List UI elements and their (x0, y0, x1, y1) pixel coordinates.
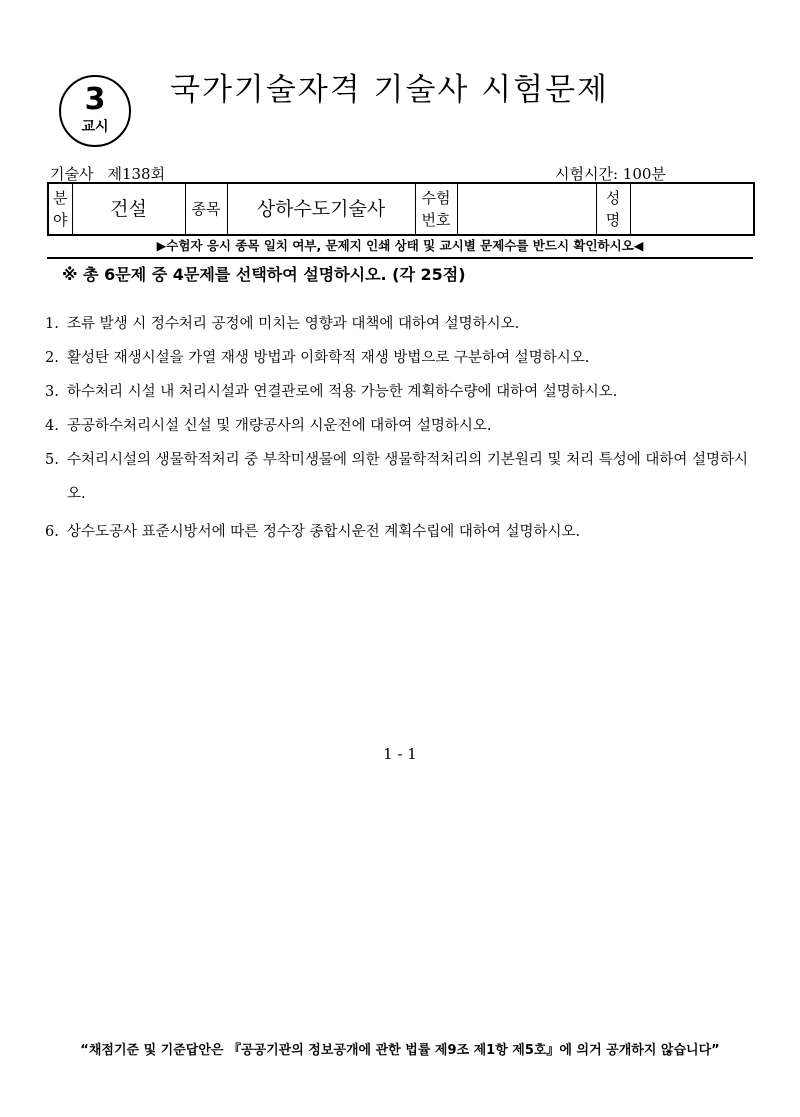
page-title: 국가기술자격 기술사 시험문제 (170, 72, 610, 108)
question-number: 5. (45, 452, 59, 468)
exam-category: 기술사 (50, 165, 94, 183)
name-field[interactable] (630, 183, 754, 235)
question-text: 수처리시설의 생물학적처리 중 부착미생물에 의한 생물학적처리의 기본원리 및 처리 특성에 대하여 설명하시오. (67, 452, 749, 502)
period-number: 3 (84, 82, 106, 117)
notice-bar: ▶수험자 응시 종목 일치 여부, 문제지 인쇄 상태 및 교시별 문제수를 반드시 확인하시오◀ (47, 237, 753, 259)
exam-no-label-bottom: 번호 (421, 211, 451, 229)
page-number: 1 - 1 (383, 745, 417, 763)
name-label-bottom: 명 (605, 211, 621, 229)
footer-disclaimer: “채점기준 및 기준답안은 『공공기관의 정보공개에 관한 법률 제9조 제1항 제5호』에 의거 공개하지 않습니다” (80, 1043, 720, 1058)
field-label-bottom: 야 (53, 211, 68, 229)
question-item (45, 515, 760, 549)
exam-no-field[interactable] (457, 183, 596, 235)
question-text: 하수처리 시설 내 처리시설과 연결관로에 적용 가능한 계획하수량에 대하여 설명하시오. (67, 384, 618, 400)
question-item (45, 341, 760, 375)
exam-round: 제138회 (107, 165, 166, 183)
question-text: 공공하수처리시설 신설 및 개량공사의 시운전에 대하여 설명하시오. (67, 418, 492, 434)
field-label-top: 분 (53, 189, 68, 207)
question-item (45, 409, 760, 443)
question-number: 1. (45, 316, 59, 332)
item-label: 종목 (185, 183, 227, 235)
question-number: 3. (45, 384, 59, 400)
question-item (45, 375, 760, 409)
exam-time: 시험시간: 100분 (555, 165, 666, 183)
question-item (45, 307, 760, 341)
field-label-cell (48, 183, 72, 235)
question-text: 활성탄 재생시설을 가열 재생 방법과 이화학적 재생 방법으로 구분하여 설명하시오. (67, 350, 590, 366)
exam-category-line (50, 163, 165, 184)
field-value: 건설 (72, 183, 185, 235)
period-label: 교시 (81, 119, 109, 135)
question-list (45, 307, 760, 549)
exam-no-label-cell (415, 183, 457, 235)
question-number: 4. (45, 418, 59, 434)
item-value: 상하수도기술사 (227, 183, 415, 235)
question-item (45, 443, 760, 511)
name-label-top: 성 (605, 189, 621, 207)
exam-no-label-top: 수험 (421, 189, 451, 207)
question-number: 6. (45, 524, 59, 540)
question-text: 조류 발생 시 정수처리 공정에 미치는 영향과 대책에 대하여 설명하시오. (67, 316, 520, 332)
question-number: 2. (45, 350, 59, 366)
period-badge (59, 75, 131, 147)
name-label-cell (596, 183, 630, 235)
exam-info-table (47, 182, 755, 236)
instruction: ※ 총 6문제 중 4문제를 선택하여 설명하시오. (각 25점) (62, 265, 466, 284)
question-text: 상수도공사 표준시방서에 따른 정수장 종합시운전 계획수립에 대하여 설명하시오. (67, 524, 581, 540)
